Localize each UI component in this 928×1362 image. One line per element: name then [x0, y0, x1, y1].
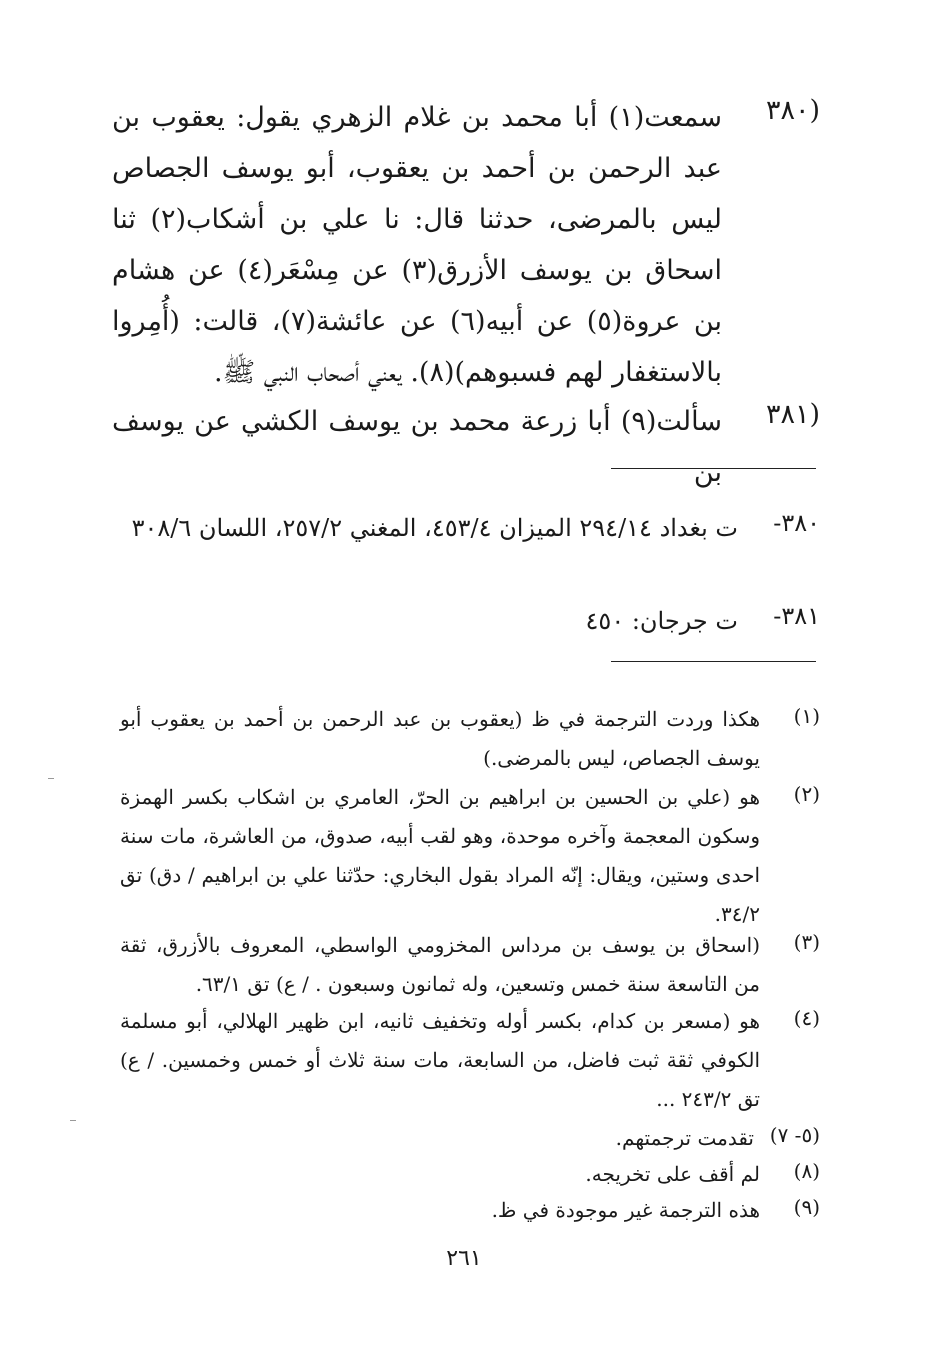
- footnote-text: تقدمت ترجمتهم.: [615, 1126, 754, 1150]
- scan-speck: [70, 1120, 76, 1121]
- entry-number: (٣٨١: [765, 399, 820, 430]
- footnote-text: لم أقف على تخريجه.: [585, 1162, 760, 1186]
- footnote-number: (٥- ٧): [769, 1123, 820, 1147]
- source-text: ت جرجان: ٤٥٠: [585, 607, 738, 635]
- footnote-text: هكذا وردت الترجمة في ظ (يعقوب بن عبد الرحمن بن أحمد بن يعقوب أبو يوسف الجصاص، ليس بالمرضى.): [120, 707, 760, 770]
- footnote-text: هو (مسعر بن كدام، بكسر أوله وتخفيف ثانيه، ابن ظهير الهلالي، أبو مسلمة الكوفي ثقة ثبت فاضل، من السابعة، مات سنة ثلاث أو خمس وخمسين. / ع) تق ٢٤٣/٢ ...: [120, 1009, 760, 1111]
- source-number: ٣٨١-: [773, 602, 820, 630]
- footnote-8: [108, 1155, 820, 1194]
- source-text: ت بغداد ٢٩٤/١٤ الميزان ٤٥٣/٤، المغني ٢٥٧/٢، اللسان ٣٠٨/٦: [131, 514, 738, 542]
- entry-text: سمعت(١) أبا محمد بن غلام الزهري يقول: يعقوب بن عبد الرحمن بن أحمد بن يعقوب، أبو يوسف الجصاص ليس بالمرضى، حدثنا قال: نا علي بن أشكاب(٢) ثنا اسحاق بن يوسف الأزرق(٣) عن مِسْعَر(٤) عن هشام بن عروة(٥) عن أبيه(٦) عن عائشة(٧)، قالت: (أُمِروا بالاستغفار لهم فسبوهم)(٨). يعني أصحاب النبي ﷺ.: [112, 102, 722, 388]
- separator-line: [611, 468, 816, 469]
- footnote-number: (٤): [793, 1006, 820, 1030]
- footnote-text: هو (علي بن الحسين بن ابراهيم بن الحرّ، العامري بن اشكاب بكسر الهمزة وسكون المعجمة وآخره موحدة، وهو لقب أبيه، صدوق، من العاشرة، مات سنة احدى وستين، ويقال: إنّه المراد بقول البخاري: حدّثنا علي بن ابراهيم / دق) تق ٣٤/٢.: [120, 785, 760, 926]
- footnote-text: (اسحاق بن يوسف بن مرداس المخزومي الواسطي، المعروف بالأزرق، ثقة من التاسعة سنة خمس وتسعين، وله ثمانون وسبعون . / ع) تق ٦٣/١.: [120, 933, 760, 996]
- footnote-4: [108, 1002, 820, 1119]
- footnote-text: هذه الترجمة غير موجودة في ظ.: [491, 1198, 760, 1222]
- footnote-5-7: [108, 1119, 820, 1158]
- footnote-9: [108, 1191, 820, 1230]
- entry-number: (٣٨٠: [765, 95, 820, 126]
- footnote-3: [108, 926, 820, 1004]
- footnote-number: (١): [793, 704, 820, 728]
- entry-text: سألت(٩) أبا زرعة محمد بن يوسف الكشي عن يوسف بن: [112, 406, 722, 488]
- source-381: [108, 598, 820, 646]
- page-number: ٢٦١: [446, 1246, 482, 1271]
- source-number: ٣٨٠-: [773, 509, 820, 537]
- footnote-1: [108, 700, 820, 780]
- separator-line: [611, 661, 816, 662]
- entry-380: [108, 92, 820, 392]
- scan-speck: [48, 778, 54, 779]
- footnote-number: (٣): [793, 930, 820, 954]
- footnote-number: (٢): [793, 782, 820, 806]
- footnote-number: (٩): [793, 1195, 820, 1219]
- footnote-number: (٨): [793, 1159, 820, 1183]
- footnote-2: [108, 778, 820, 934]
- source-380: [108, 505, 820, 600]
- entry-381: [108, 396, 820, 488]
